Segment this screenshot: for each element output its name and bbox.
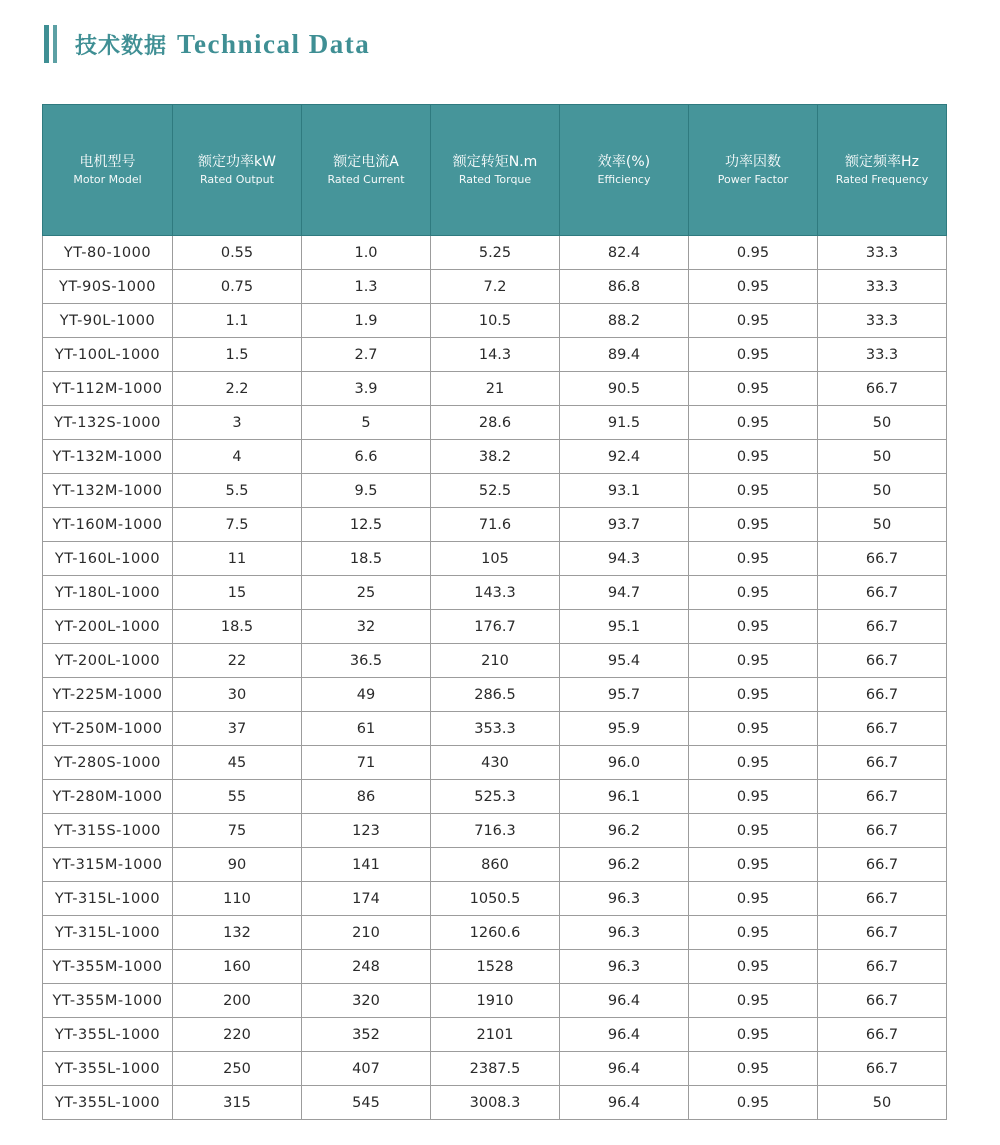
cell-rated-torque: 7.2	[431, 270, 560, 304]
cell-rated-frequency: 66.7	[818, 542, 947, 576]
cell-rated-torque: 2387.5	[431, 1052, 560, 1086]
cell-power-factor: 0.95	[689, 440, 818, 474]
cell-motor-model: YT-200L-1000	[43, 610, 173, 644]
cell-rated-frequency: 50	[818, 508, 947, 542]
table-header-row	[43, 105, 947, 236]
column-header-label-en: Efficiency	[597, 173, 651, 186]
cell-rated-torque: 28.6	[431, 406, 560, 440]
cell-rated-frequency: 66.7	[818, 780, 947, 814]
cell-motor-model: YT-160L-1000	[43, 542, 173, 576]
table-row	[43, 542, 947, 576]
table-row	[43, 678, 947, 712]
cell-rated-frequency: 66.7	[818, 882, 947, 916]
cell-rated-torque: 5.25	[431, 236, 560, 270]
table-row	[43, 610, 947, 644]
cell-efficiency: 91.5	[560, 406, 689, 440]
cell-motor-model: YT-315S-1000	[43, 814, 173, 848]
cell-motor-model: YT-132M-1000	[43, 440, 173, 474]
cell-rated-frequency: 33.3	[818, 338, 947, 372]
cell-motor-model: YT-315L-1000	[43, 916, 173, 950]
cell-rated-torque: 1910	[431, 984, 560, 1018]
table-row	[43, 406, 947, 440]
column-header-label-zh: 额定频率Hz	[845, 154, 919, 170]
column-header-label-zh: 额定电流A	[333, 154, 399, 170]
cell-power-factor: 0.95	[689, 576, 818, 610]
cell-efficiency: 96.4	[560, 1086, 689, 1120]
section-heading	[44, 24, 370, 64]
cell-rated-output: 200	[173, 984, 302, 1018]
cell-rated-output: 315	[173, 1086, 302, 1120]
cell-efficiency: 96.3	[560, 950, 689, 984]
cell-rated-current: 12.5	[302, 508, 431, 542]
cell-efficiency: 96.3	[560, 916, 689, 950]
table-row	[43, 848, 947, 882]
cell-rated-current: 9.5	[302, 474, 431, 508]
column-header-label-zh: 功率因数	[725, 154, 781, 170]
cell-rated-current: 3.9	[302, 372, 431, 406]
column-header-rated-torque	[431, 105, 560, 236]
cell-motor-model: YT-355L-1000	[43, 1052, 173, 1086]
cell-rated-torque: 860	[431, 848, 560, 882]
cell-efficiency: 92.4	[560, 440, 689, 474]
section-title-en: Technical Data	[177, 28, 371, 59]
cell-rated-frequency: 33.3	[818, 304, 947, 338]
cell-rated-frequency: 50	[818, 406, 947, 440]
cell-efficiency: 93.1	[560, 474, 689, 508]
cell-rated-torque: 14.3	[431, 338, 560, 372]
cell-rated-output: 90	[173, 848, 302, 882]
column-header-label-zh: 额定转矩N.m	[452, 154, 538, 170]
cell-rated-current: 352	[302, 1018, 431, 1052]
cell-rated-output: 1.1	[173, 304, 302, 338]
cell-efficiency: 94.7	[560, 576, 689, 610]
cell-rated-frequency: 50	[818, 440, 947, 474]
cell-rated-output: 0.75	[173, 270, 302, 304]
cell-rated-current: 1.3	[302, 270, 431, 304]
cell-rated-torque: 3008.3	[431, 1086, 560, 1120]
cell-efficiency: 96.4	[560, 1018, 689, 1052]
cell-rated-frequency: 66.7	[818, 814, 947, 848]
cell-rated-torque: 2101	[431, 1018, 560, 1052]
column-header-rated-output	[173, 105, 302, 236]
table-row	[43, 1018, 947, 1052]
cell-rated-current: 61	[302, 712, 431, 746]
cell-rated-output: 7.5	[173, 508, 302, 542]
cell-rated-current: 2.7	[302, 338, 431, 372]
table-row	[43, 882, 947, 916]
cell-power-factor: 0.95	[689, 610, 818, 644]
cell-efficiency: 95.1	[560, 610, 689, 644]
cell-power-factor: 0.95	[689, 780, 818, 814]
cell-power-factor: 0.95	[689, 542, 818, 576]
cell-rated-torque: 286.5	[431, 678, 560, 712]
cell-rated-torque: 1260.6	[431, 916, 560, 950]
cell-power-factor: 0.95	[689, 372, 818, 406]
cell-motor-model: YT-112M-1000	[43, 372, 173, 406]
cell-rated-output: 250	[173, 1052, 302, 1086]
cell-power-factor: 0.95	[689, 848, 818, 882]
cell-rated-torque: 210	[431, 644, 560, 678]
cell-rated-frequency: 66.7	[818, 916, 947, 950]
section-title-zh: 技术数据	[75, 32, 168, 59]
table-row	[43, 950, 947, 984]
cell-motor-model: YT-132M-1000	[43, 474, 173, 508]
cell-rated-output: 18.5	[173, 610, 302, 644]
table-row	[43, 440, 947, 474]
cell-rated-frequency: 66.7	[818, 746, 947, 780]
cell-rated-frequency: 50	[818, 1086, 947, 1120]
cell-rated-output: 0.55	[173, 236, 302, 270]
cell-rated-output: 110	[173, 882, 302, 916]
cell-power-factor: 0.95	[689, 1086, 818, 1120]
cell-power-factor: 0.95	[689, 236, 818, 270]
table-header	[43, 105, 947, 236]
column-header-power-factor	[689, 105, 818, 236]
cell-rated-torque: 176.7	[431, 610, 560, 644]
cell-rated-output: 4	[173, 440, 302, 474]
cell-rated-frequency: 66.7	[818, 950, 947, 984]
technical-data-table	[42, 104, 947, 1120]
cell-motor-model: YT-90S-1000	[43, 270, 173, 304]
cell-rated-output: 45	[173, 746, 302, 780]
table-row	[43, 338, 947, 372]
cell-rated-frequency: 66.7	[818, 644, 947, 678]
column-header-rated-frequency	[818, 105, 947, 236]
cell-efficiency: 95.9	[560, 712, 689, 746]
cell-efficiency: 89.4	[560, 338, 689, 372]
cell-power-factor: 0.95	[689, 916, 818, 950]
cell-rated-output: 5.5	[173, 474, 302, 508]
cell-motor-model: YT-355L-1000	[43, 1018, 173, 1052]
cell-rated-torque: 1050.5	[431, 882, 560, 916]
cell-motor-model: YT-180L-1000	[43, 576, 173, 610]
cell-efficiency: 96.2	[560, 848, 689, 882]
table-row	[43, 1086, 947, 1120]
cell-motor-model: YT-132S-1000	[43, 406, 173, 440]
column-header-label-en: Rated Frequency	[835, 173, 929, 186]
table-row	[43, 304, 947, 338]
cell-rated-current: 36.5	[302, 644, 431, 678]
column-header-label-zh: 电机型号	[79, 154, 136, 170]
column-header-motor-model	[43, 105, 173, 236]
cell-rated-torque: 21	[431, 372, 560, 406]
table-row	[43, 814, 947, 848]
cell-motor-model: YT-280M-1000	[43, 780, 173, 814]
cell-efficiency: 90.5	[560, 372, 689, 406]
cell-rated-output: 55	[173, 780, 302, 814]
column-header-label-en: Motor Model	[73, 173, 142, 186]
cell-motor-model: YT-280S-1000	[43, 746, 173, 780]
cell-rated-output: 132	[173, 916, 302, 950]
heading-accent-bar	[44, 25, 49, 63]
column-header-efficiency	[560, 105, 689, 236]
cell-rated-output: 22	[173, 644, 302, 678]
table-row	[43, 916, 947, 950]
cell-rated-frequency: 66.7	[818, 1052, 947, 1086]
cell-efficiency: 82.4	[560, 236, 689, 270]
cell-motor-model: YT-100L-1000	[43, 338, 173, 372]
table-row	[43, 712, 947, 746]
cell-rated-frequency: 66.7	[818, 984, 947, 1018]
cell-power-factor: 0.95	[689, 746, 818, 780]
cell-efficiency: 95.7	[560, 678, 689, 712]
cell-power-factor: 0.95	[689, 712, 818, 746]
cell-efficiency: 96.0	[560, 746, 689, 780]
table-row	[43, 508, 947, 542]
cell-rated-current: 6.6	[302, 440, 431, 474]
cell-motor-model: YT-355L-1000	[43, 1086, 173, 1120]
table-row	[43, 474, 947, 508]
column-header-label-en: Rated Current	[327, 173, 405, 186]
cell-rated-output: 30	[173, 678, 302, 712]
cell-rated-frequency: 66.7	[818, 678, 947, 712]
column-header-rated-current	[302, 105, 431, 236]
cell-rated-output: 160	[173, 950, 302, 984]
cell-rated-torque: 430	[431, 746, 560, 780]
column-header-label-en: Rated Torque	[458, 173, 532, 186]
cell-efficiency: 96.4	[560, 984, 689, 1018]
cell-rated-torque: 38.2	[431, 440, 560, 474]
cell-power-factor: 0.95	[689, 304, 818, 338]
cell-rated-frequency: 50	[818, 474, 947, 508]
table-row	[43, 984, 947, 1018]
cell-rated-torque: 716.3	[431, 814, 560, 848]
cell-rated-current: 141	[302, 848, 431, 882]
table-body	[43, 236, 947, 1120]
cell-rated-current: 1.9	[302, 304, 431, 338]
cell-motor-model: YT-225M-1000	[43, 678, 173, 712]
table-row	[43, 270, 947, 304]
cell-motor-model: YT-90L-1000	[43, 304, 173, 338]
cell-rated-current: 248	[302, 950, 431, 984]
cell-power-factor: 0.95	[689, 1052, 818, 1086]
cell-rated-output: 11	[173, 542, 302, 576]
cell-rated-output: 37	[173, 712, 302, 746]
cell-rated-frequency: 66.7	[818, 372, 947, 406]
cell-rated-current: 71	[302, 746, 431, 780]
cell-motor-model: YT-160M-1000	[43, 508, 173, 542]
cell-motor-model: YT-250M-1000	[43, 712, 173, 746]
cell-rated-current: 18.5	[302, 542, 431, 576]
table-row	[43, 236, 947, 270]
cell-efficiency: 96.4	[560, 1052, 689, 1086]
cell-rated-current: 49	[302, 678, 431, 712]
cell-efficiency: 88.2	[560, 304, 689, 338]
cell-rated-current: 1.0	[302, 236, 431, 270]
cell-power-factor: 0.95	[689, 474, 818, 508]
cell-rated-torque: 105	[431, 542, 560, 576]
cell-rated-frequency: 66.7	[818, 712, 947, 746]
cell-efficiency: 96.1	[560, 780, 689, 814]
cell-rated-torque: 52.5	[431, 474, 560, 508]
cell-rated-current: 320	[302, 984, 431, 1018]
cell-rated-torque: 525.3	[431, 780, 560, 814]
table-row	[43, 746, 947, 780]
cell-rated-current: 25	[302, 576, 431, 610]
table-row	[43, 1052, 947, 1086]
cell-power-factor: 0.95	[689, 984, 818, 1018]
table-row	[43, 780, 947, 814]
cell-rated-current: 86	[302, 780, 431, 814]
cell-rated-current: 32	[302, 610, 431, 644]
cell-power-factor: 0.95	[689, 406, 818, 440]
cell-power-factor: 0.95	[689, 508, 818, 542]
table-row	[43, 644, 947, 678]
cell-motor-model: YT-355M-1000	[43, 950, 173, 984]
cell-efficiency: 94.3	[560, 542, 689, 576]
cell-rated-frequency: 33.3	[818, 236, 947, 270]
cell-rated-current: 5	[302, 406, 431, 440]
cell-power-factor: 0.95	[689, 1018, 818, 1052]
cell-power-factor: 0.95	[689, 644, 818, 678]
cell-rated-frequency: 33.3	[818, 270, 947, 304]
cell-efficiency: 96.2	[560, 814, 689, 848]
table-row	[43, 576, 947, 610]
cell-rated-torque: 10.5	[431, 304, 560, 338]
column-header-label-zh: 额定功率kW	[198, 154, 276, 170]
cell-power-factor: 0.95	[689, 338, 818, 372]
cell-rated-current: 174	[302, 882, 431, 916]
cell-rated-frequency: 66.7	[818, 848, 947, 882]
cell-rated-current: 123	[302, 814, 431, 848]
cell-rated-torque: 143.3	[431, 576, 560, 610]
cell-efficiency: 93.7	[560, 508, 689, 542]
cell-rated-current: 545	[302, 1086, 431, 1120]
cell-rated-frequency: 66.7	[818, 1018, 947, 1052]
cell-rated-output: 75	[173, 814, 302, 848]
cell-power-factor: 0.95	[689, 270, 818, 304]
cell-rated-torque: 353.3	[431, 712, 560, 746]
cell-motor-model: YT-355M-1000	[43, 984, 173, 1018]
cell-rated-frequency: 66.7	[818, 610, 947, 644]
column-header-label-en: Power Factor	[717, 173, 789, 186]
cell-efficiency: 96.3	[560, 882, 689, 916]
cell-rated-output: 3	[173, 406, 302, 440]
cell-rated-torque: 1528	[431, 950, 560, 984]
cell-efficiency: 86.8	[560, 270, 689, 304]
heading-accent-bar-secondary	[53, 25, 57, 63]
cell-rated-output: 220	[173, 1018, 302, 1052]
cell-motor-model: YT-200L-1000	[43, 644, 173, 678]
cell-rated-frequency: 66.7	[818, 576, 947, 610]
cell-rated-output: 1.5	[173, 338, 302, 372]
cell-rated-output: 15	[173, 576, 302, 610]
cell-rated-current: 407	[302, 1052, 431, 1086]
cell-motor-model: YT-80-1000	[43, 236, 173, 270]
cell-rated-current: 210	[302, 916, 431, 950]
column-header-label-en: Rated Output	[200, 173, 274, 186]
cell-power-factor: 0.95	[689, 678, 818, 712]
cell-rated-output: 2.2	[173, 372, 302, 406]
cell-rated-torque: 71.6	[431, 508, 560, 542]
cell-power-factor: 0.95	[689, 814, 818, 848]
table-row	[43, 372, 947, 406]
cell-efficiency: 95.4	[560, 644, 689, 678]
column-header-label-zh: 效率(%)	[597, 154, 651, 170]
cell-power-factor: 0.95	[689, 950, 818, 984]
cell-motor-model: YT-315L-1000	[43, 882, 173, 916]
cell-power-factor: 0.95	[689, 882, 818, 916]
cell-motor-model: YT-315M-1000	[43, 848, 173, 882]
